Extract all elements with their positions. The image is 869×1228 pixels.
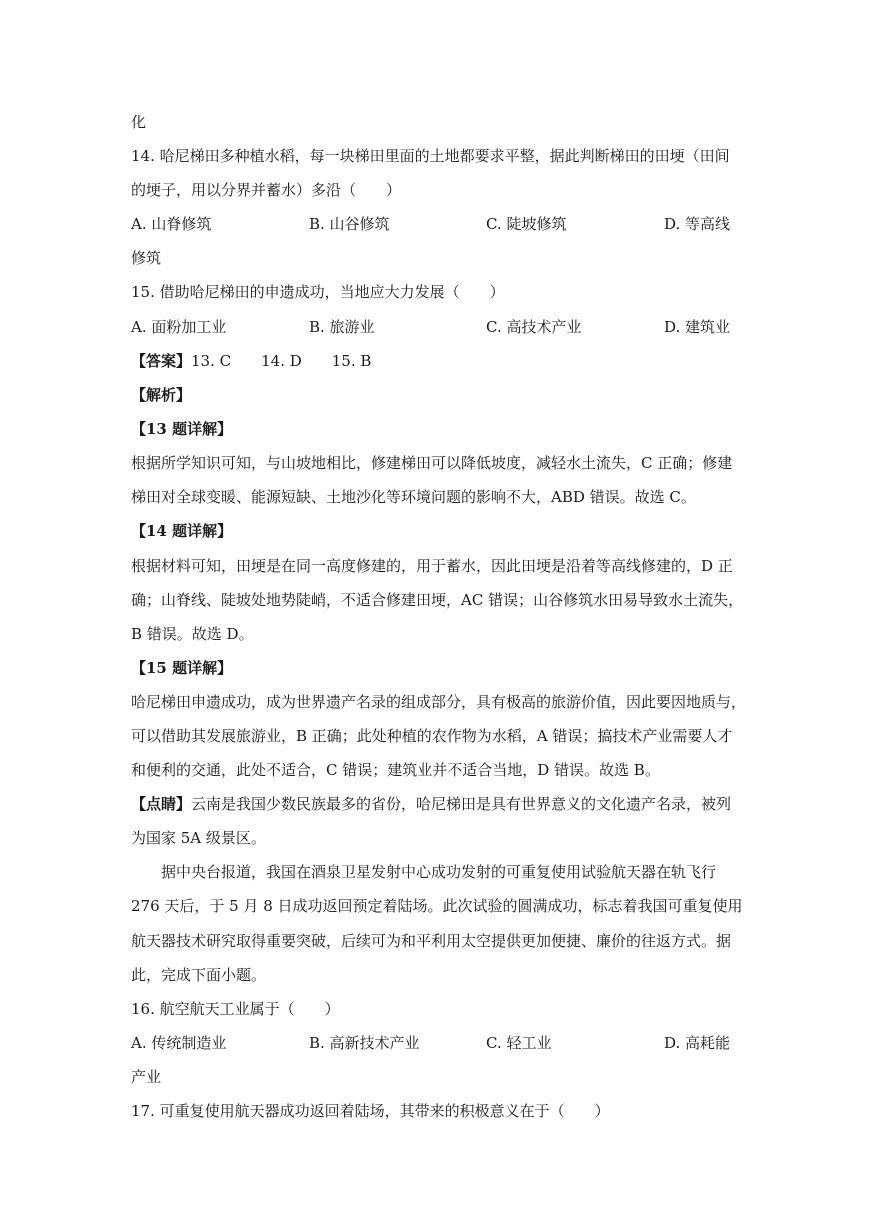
- answer-text: 13. C 14. D 15. B: [191, 352, 372, 370]
- q15-detail-text: 和便利的交通，此处不适合，C 错误；建筑业并不适合当地，D 错误。故选 B。: [131, 761, 660, 779]
- question-15-option-d: D. 建筑业: [664, 318, 731, 336]
- analysis-label: 【解析】: [131, 386, 192, 404]
- passage-text: 航天器技术研究取得重要突破，后续可为和平利用太空提供更加便捷、廉价的往返方式。据: [131, 932, 732, 950]
- question-16-option-d: D. 高耗能: [664, 1034, 731, 1052]
- q14-detail-text: B 错误。故选 D。: [131, 625, 254, 643]
- question-15-option-c: C. 高技术产业: [486, 318, 582, 336]
- q13-detail-text: 梯田对全球变暖、能源短缺、土地沙化等环境问题的影响不大，ABD 错误。故选 C。: [131, 488, 696, 506]
- q15-detail-text: 可以借助其发展旅游业，B 正确；此处种植的农作物为水稻，A 错误；搞技术产业需要人才: [131, 727, 733, 745]
- passage-text: 276 天后，于 5 月 8 日成功返回预定着陆场。此次试验的圆满成功，标志着我国可重复使用: [131, 897, 743, 915]
- comment-label: 【点睛】: [131, 795, 192, 813]
- comment-line: [131, 794, 741, 814]
- q14-detail-text: 确；山脊线、陡坡处地势陡峭，不适合修建田埂，AC 错误；山谷修筑水田易导致水土流失，: [131, 591, 744, 609]
- question-14-option-a: A. 山脊修筑: [131, 215, 212, 233]
- question-16-option-c: C. 轻工业: [486, 1034, 552, 1052]
- question-14-option-d: D. 等高线: [664, 215, 731, 233]
- q13-detail-label: 【13 题详解】: [131, 420, 233, 438]
- question-16-stem: 16. 航空航天工业属于（ ）: [131, 1000, 340, 1018]
- q13-detail-text: 根据所学知识可知，与山坡地相比，修建梯田可以降低坡度，减轻水土流失，C 正确；修建: [131, 454, 733, 472]
- question-14-option-d-cont: 修筑: [131, 249, 162, 267]
- question-16-option-b: B. 高新技术产业: [309, 1034, 420, 1052]
- passage-text: 此，完成下面小题。: [131, 966, 267, 984]
- comment-text: 为国家 5A 级景区。: [131, 829, 266, 847]
- q14-detail-label: 【14 题详解】: [131, 522, 233, 540]
- question-14-stem-cont: 的埂子，用以分界并蓄水）多沿（ ）: [131, 181, 402, 199]
- question-14-option-c: C. 陡坡修筑: [486, 215, 567, 233]
- question-15-option-b: B. 旅游业: [309, 318, 375, 336]
- question-15-option-a: A. 面粉加工业: [131, 318, 227, 336]
- text-line: 化: [131, 113, 147, 131]
- q14-detail-text: 根据材料可知，田埂是在同一高度修建的，用于蓄水，因此田埂是沿着等高线修建的，D 正: [131, 557, 733, 575]
- question-14-stem: 14. 哈尼梯田多种植水稻，每一块梯田里面的土地都要求平整，据此判断梯田的田埂（田间: [131, 147, 730, 165]
- passage-text: 据中央台报道，我国在酒泉卫星发射中心成功发射的可重复使用试验航天器在轨飞行: [161, 863, 717, 881]
- q15-detail-text: 哈尼梯田申遗成功，成为世界遗产名录的组成部分，具有极高的旅游价值，因此要因地质与，: [131, 693, 747, 711]
- comment-text: 云南是我国少数民族最多的省份，哈尼梯田是具有世界意义的文化遗产名录，被列: [191, 795, 732, 813]
- question-16-option-a: A. 传统制造业: [131, 1034, 227, 1052]
- answer-label: 【答案】: [131, 352, 192, 370]
- q15-detail-label: 【15 题详解】: [131, 659, 233, 677]
- question-16-option-d-cont: 产业: [131, 1068, 162, 1086]
- answer-line: [131, 351, 741, 371]
- question-15-stem: 15. 借助哈尼梯田的申遗成功，当地应大力发展（ ）: [131, 283, 505, 301]
- question-14-option-b: B. 山谷修筑: [309, 215, 390, 233]
- question-17-stem: 17. 可重复使用航天器成功返回着陆场，其带来的积极意义在于（ ）: [131, 1102, 610, 1120]
